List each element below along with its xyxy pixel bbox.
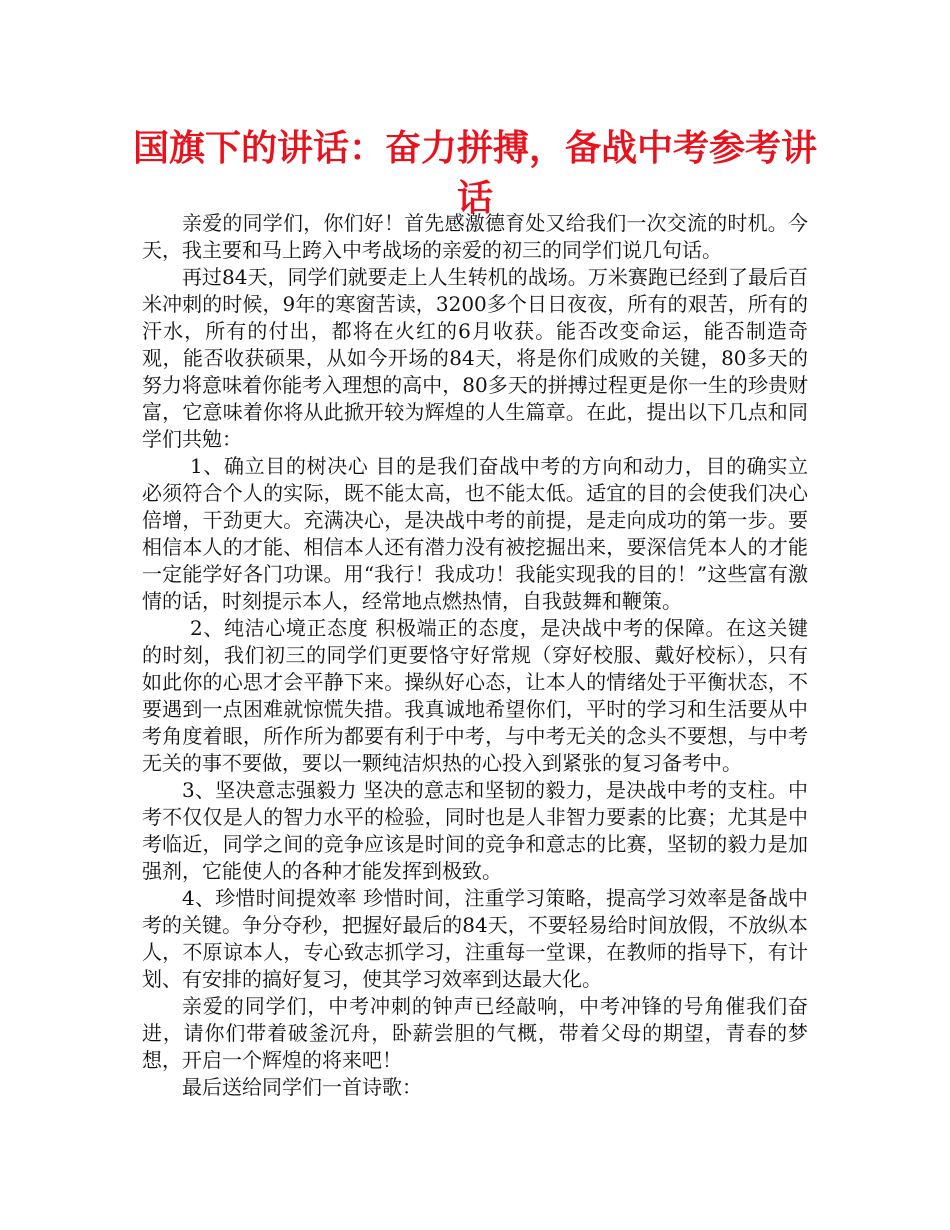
paragraph-point-1: 1、确立目的树决心 目的是我们奋战中考的方向和动力，目的确实立必须符合个人的实际，既不能太高，也不能太低。适宜的目的会使我们决心倍增，干劲更大。充满决心，是决战中考的前提，是走向成功的第一步。要相信本人的才能、相信本人还有潜力没有被挖掘出来，要深信凭本人的才能一定能学好各门功课。用“我行！我成功！我能实现我的目的！”这些富有激情的话，时刻提示本人，经常地点燃热情，自我鼓舞和鞭策。 xyxy=(142,454,808,613)
paragraph-closing: 亲爱的同学们，中考冲刺的钟声已经敲响，中考冲锋的号角催我们奋进，请你们带着破釜沉舟，卧薪尝胆的气概，带着父母的期望，青春的梦想，开启一个辉煌的将来吧！ xyxy=(142,994,808,1072)
paragraph-countdown: 再过84天，同学们就要走上人生转机的战场。万米赛跑已经到了最后百米冲刺的时候，9年的寒窗苦读，3200多个日日夜夜，所有的艰苦，所有的汗水，所有的付出，都将在火红的6月收获。能否改变命运，能否制造奇观，能否收获硕果，从如今开场的84天，将是你们成败的关键，80多天的努力将意味着你能考入理想的高中，80多天的拼搏过程更是你一生的珍贵财富，它意味着你将从此掀开较为辉煌的人生篇章。在此，提出以下几点和同学们共勉： xyxy=(142,265,808,451)
document-title: 国旗下的讲话：奋力拼搏，备战中考参考讲话 xyxy=(132,128,817,219)
paragraph-greeting: 亲爱的同学们，你们好！首先感激德育处又给我们一次交流的时机。今天，我主要和马上跨入中考战场的亲爱的初三的同学们说几句话。 xyxy=(142,211,808,262)
paragraph-point-3: 3、坚决意志强毅力 坚决的意志和坚韧的毅力，是决战中考的支柱。中考不仅仅是人的智力水平的检验，同时也是人非智力要素的比赛；尤其是中考临近，同学之间的竞争应该是时间的竞争和意志的比赛，坚韧的毅力是加强剂，它能使人的各种才能发挥到极致。 xyxy=(142,778,808,883)
document-body xyxy=(142,210,808,1101)
paragraph-poem-intro: 最后送给同学们一首诗歌： xyxy=(182,1075,422,1099)
paragraph-point-2: 2、纯洁心境正态度 积极端正的态度，是决战中考的保障。在这关键的时刻，我们初三的同学们更要恪守好常规（穿好校服、戴好校标），只有如此你的心思才会平静下来。操纵好心态，让本人的情绪处于平衡状态，不要遇到一点困难就惊慌失措。我真诚地希望你们，平时的学习和生活要从中考角度着眼，所作所为都要有利于中考，与中考无关的念头不要想，与中考无关的事不要做，要以一颗纯洁炽热的心投入到紧张的复习备考中。 xyxy=(142,616,808,775)
paragraph-point-4: 4、珍惜时间提效率 珍惜时间，注重学习策略，提高学习效率是备战中考的关键。争分夺秒，把握好最后的84天，不要轻易给时间放假，不放纵本人，不原谅本人，专心致志抓学习，注重每一堂课，在教师的指导下，有计划、有安排的搞好复习，使其学习效率到达最大化。 xyxy=(142,886,808,991)
